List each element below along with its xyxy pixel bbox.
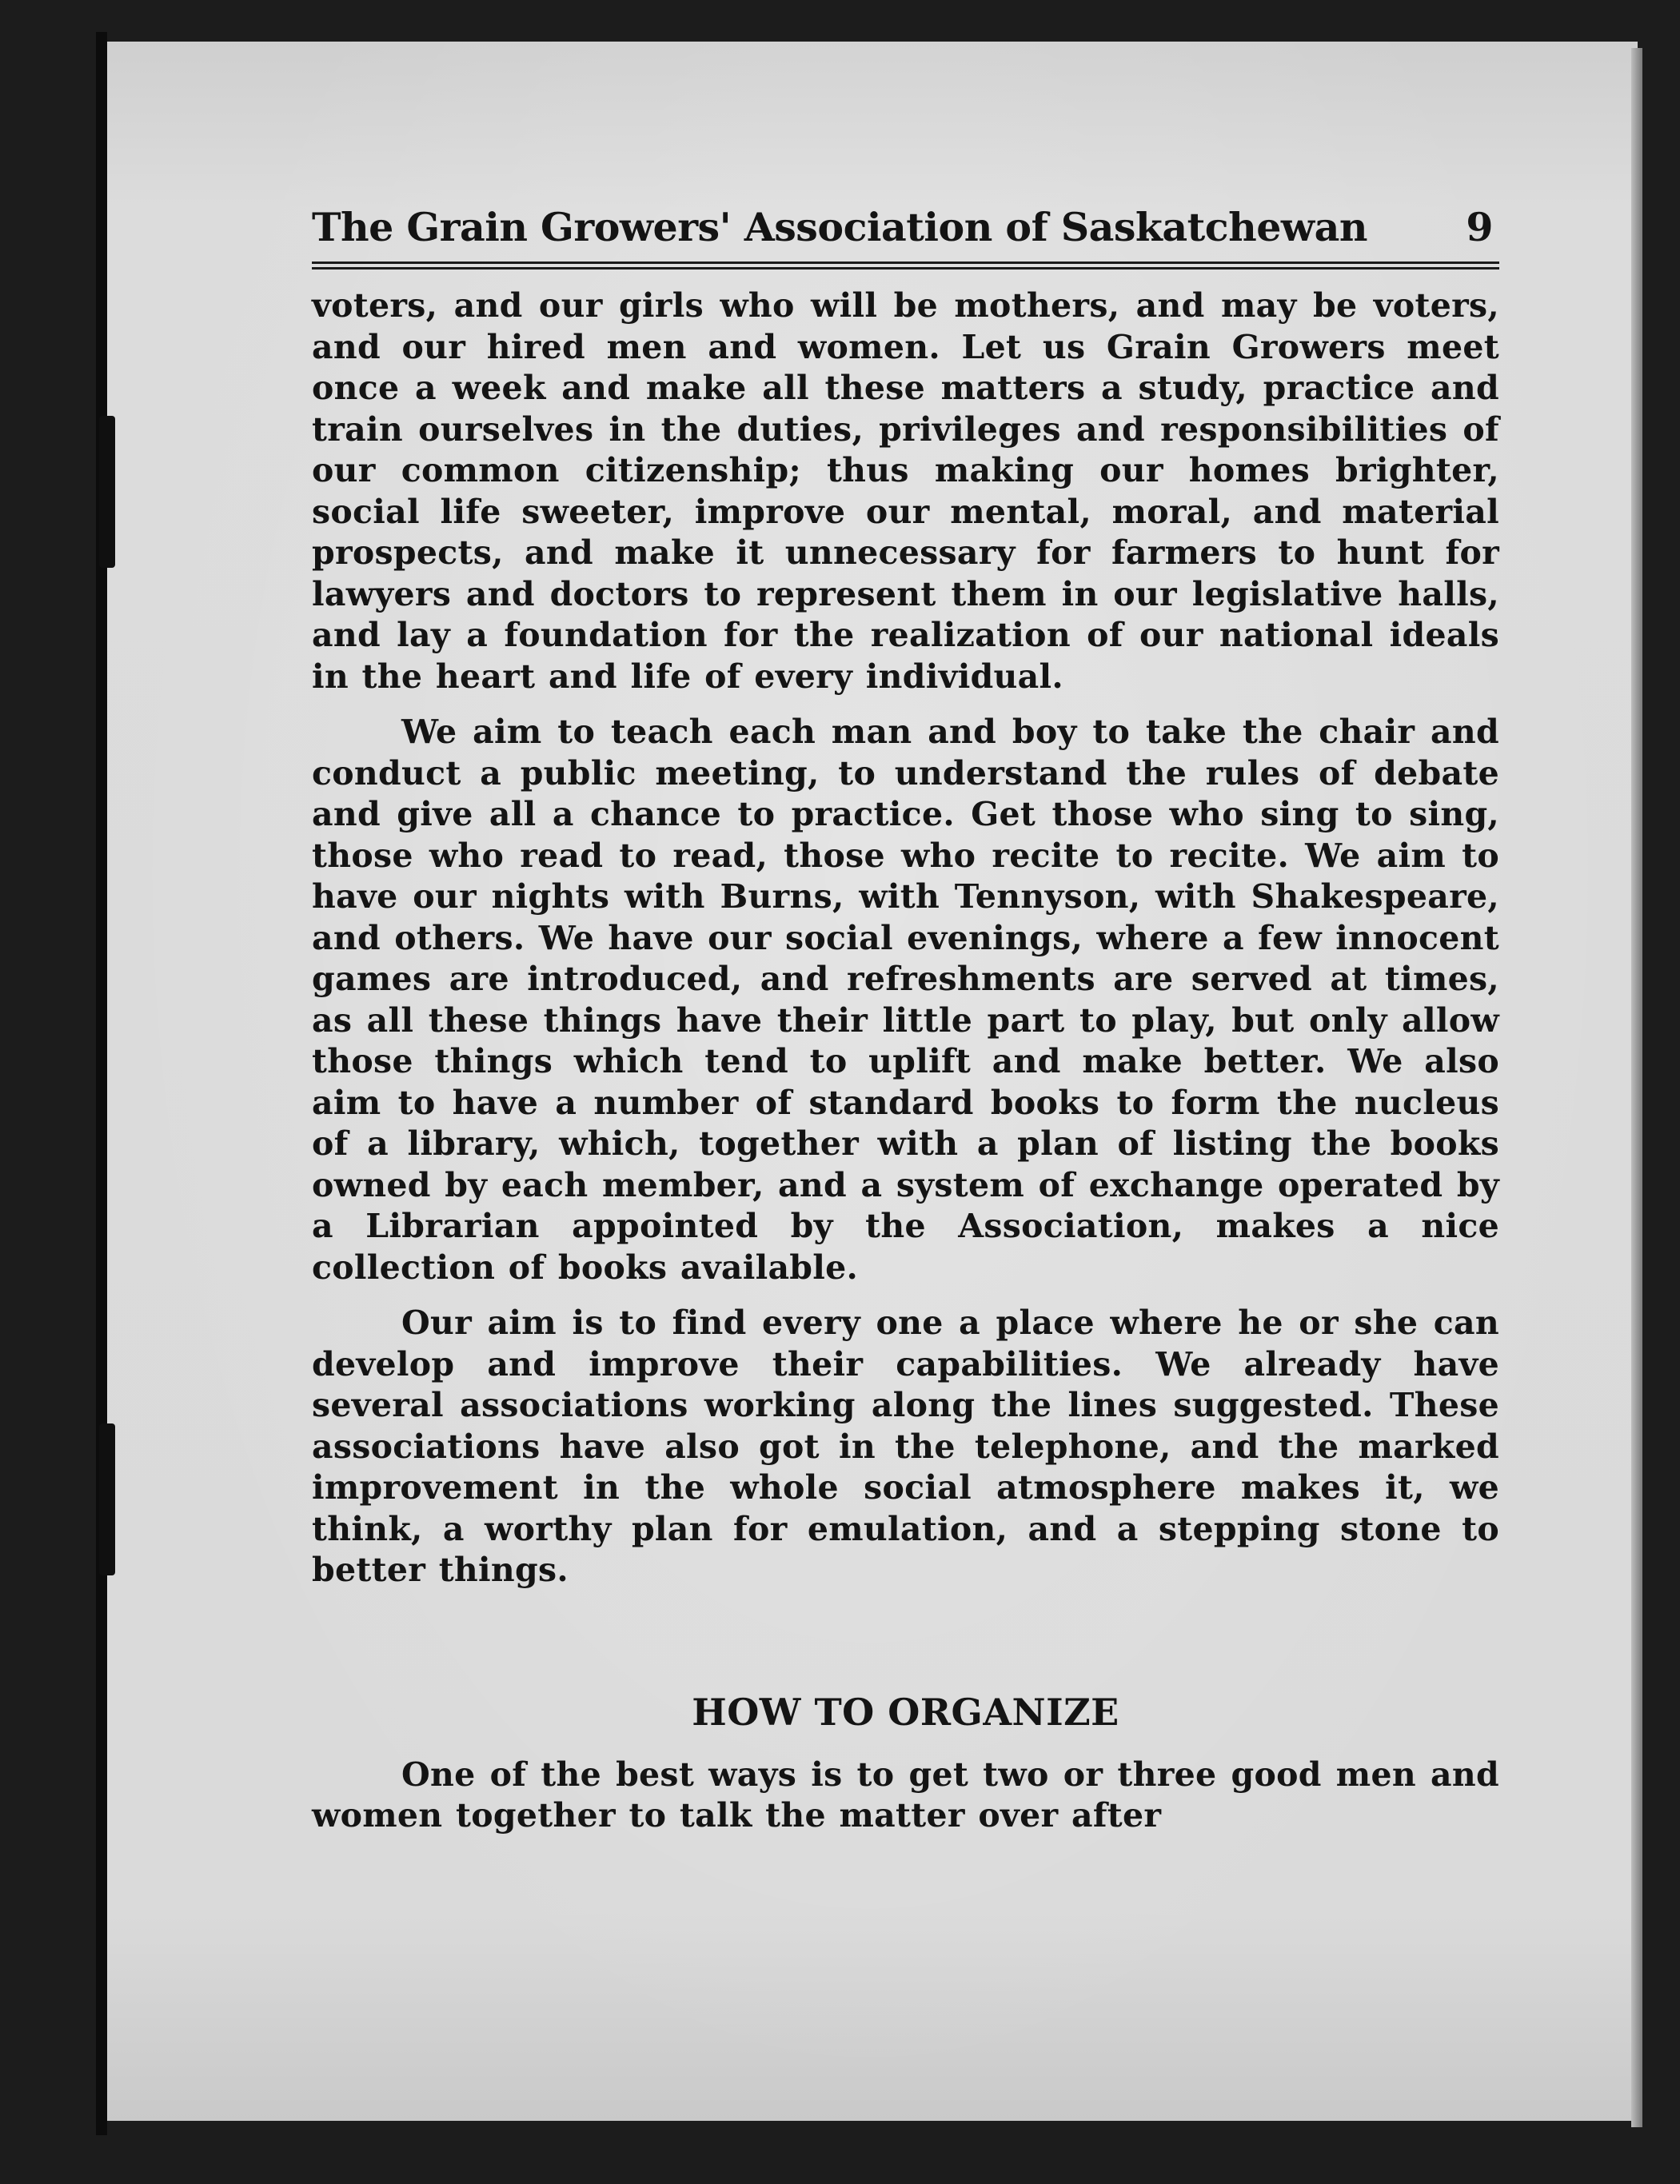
page-content (312, 204, 1499, 1837)
section-heading: HOW TO ORGANIZE (692, 1690, 1119, 1734)
paragraph-2: We aim to teach each man and boy to take the chair and conduct a public meeting, to understand the rules of debate and give all a chance to practice. Get those who sing to sing, those who read to read, those who recite to recite. We aim to have our nights with Burns, with Tennyson, with Shakespeare, and others. We have our social evenings, where a few innocent games are introduced, and refreshments are served at times, as all these things have their little part to play, but only allow those things which tend to uplift and make better. We also aim to have a number of standard books to form the nucleus of a library, which, together with a plan of listing the books owned by each member, and a system of exchange operated by a Librarian appointed by the Association, makes a nice collection of books available. (312, 713, 1499, 1287)
running-title: The Grain Growers' Association of Saskatchewan (312, 204, 1367, 250)
section-paragraph: One of the best ways is to get two or three good men and women together to talk the matter over after (312, 1755, 1499, 1835)
binding-staple-bottom (99, 1423, 115, 1575)
paragraph-3: Our aim is to find every one a place where he or she can develop and improve their capabilities. We already have several associations working along the lines suggested. These associations have also got in the telephone, and the marked improvement in the whole social atmosphere makes it, we think, a worthy plan for emulation, and a stepping stone to better things. (312, 1304, 1499, 1589)
page-edge (1631, 48, 1642, 2127)
binding-spine (96, 32, 107, 2135)
header-double-rule (312, 262, 1499, 270)
running-header (312, 204, 1499, 262)
paragraph-1: voters, and our girls who will be mothers, and may be voters, and our hired men and women. Let us Grain Growers meet once a week and make all these matters a study, practice and train ourselves in the duties, privileges and responsibilities of our common citizenship; thus making our homes brighter, social life sweeter, improve our mental, moral, and material prospects, and make it unnecessary for farmers to hunt for lawyers and doctors to represent them in our legislative halls, and lay a foundation for the realization of our national ideals in the heart and life of every individual. (312, 286, 1499, 696)
page-number: 9 (1466, 204, 1493, 250)
binding-staple-top (99, 416, 115, 568)
